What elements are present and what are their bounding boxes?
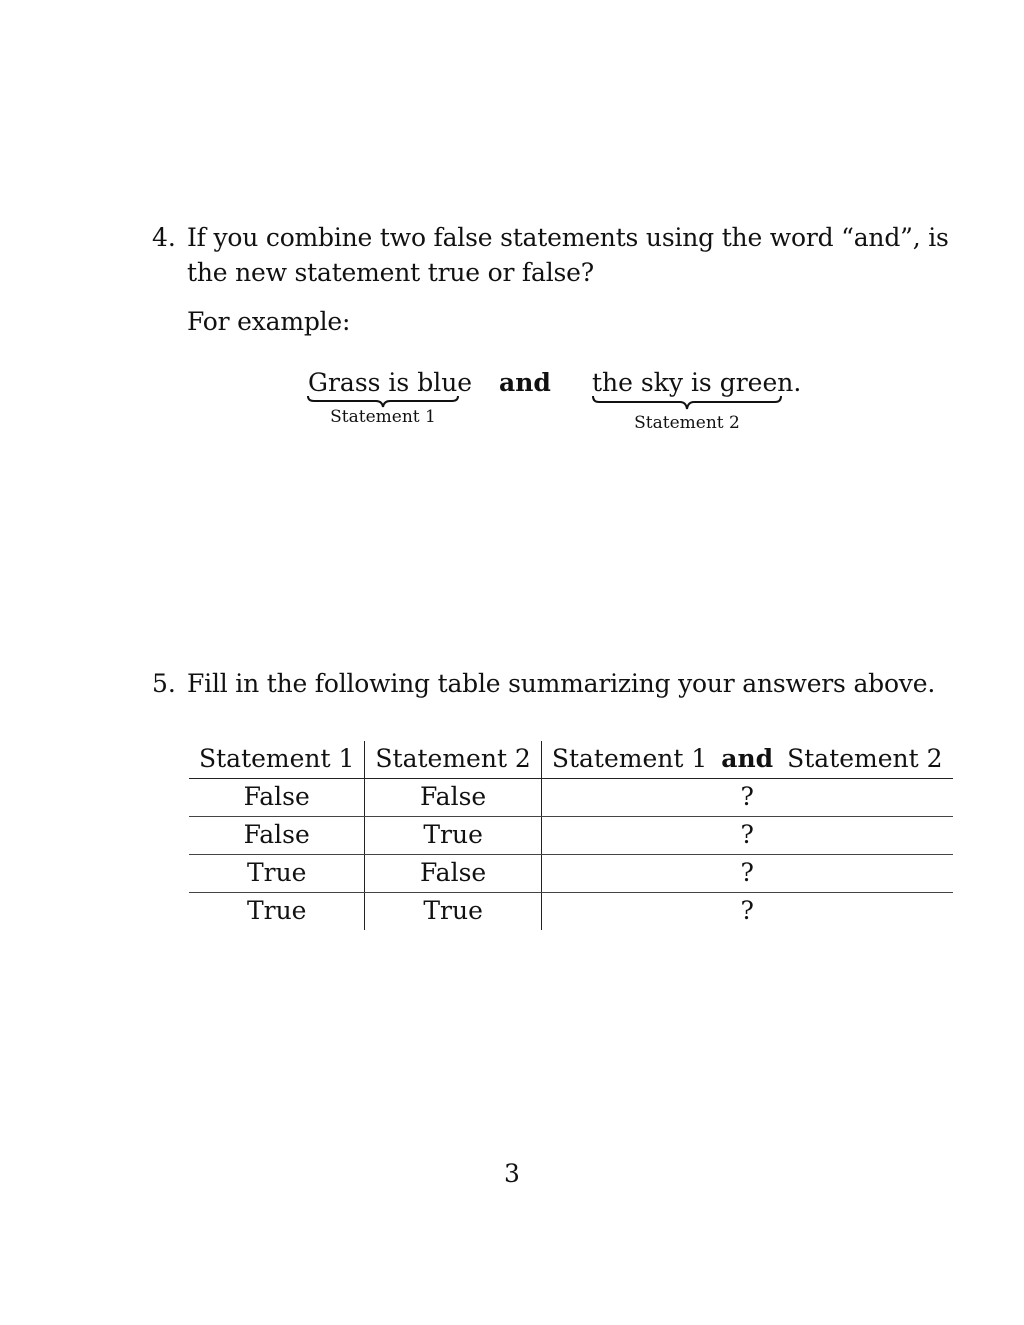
truth-table [189,741,953,930]
question-5-line-1: Fill in the following table summarizing your answers above. [187,669,936,698]
underbrace-statement-2 [591,394,783,412]
table-cell-statement-2: True [365,817,541,855]
table-row [189,817,953,855]
question-4-line-2: the new statement true or false? [187,258,594,287]
statement-1-label: Statement 1 [330,407,436,427]
header-statement-1: Statement 1 [189,741,365,779]
table-cell-result: ? [740,896,754,925]
example-statement-1: Grass is blue [308,368,473,397]
table-cell-statement-2: False [365,855,541,893]
header-combined [541,741,952,779]
question-5-number: 5. [152,669,176,698]
example-connector-and: and [499,368,551,397]
question-4-number: 4. [152,223,176,252]
table-cell-statement-1: True [189,893,365,931]
example-statement-2: the sky is green. [592,368,802,397]
table-header-row [189,741,953,779]
question-4-line-1: If you combine two false statements using the word “and”, is [187,223,949,252]
table-row [189,779,953,817]
table-cell-result: ? [541,817,952,855]
page-number: 3 [504,1159,520,1188]
table-cell-result: ? [541,855,952,893]
table-cell-statement-1: True [189,855,365,893]
header-combined-part-1: Statement 1 [551,744,708,773]
table-cell-result: ? [541,779,952,817]
table-cell-statement-1: False [189,779,365,817]
example-intro: For example: [187,307,351,336]
table-cell-statement-2: True [365,893,541,931]
header-statement-2: Statement 2 [365,741,541,779]
table-cell-statement-2: False [365,779,541,817]
table-row [189,855,953,893]
statement-2-label: Statement 2 [634,413,740,433]
table-row [189,893,953,931]
table-cell-statement-1: False [189,817,365,855]
header-combined-and: and [721,744,774,773]
header-combined-part-2: Statement 2 [787,744,943,773]
